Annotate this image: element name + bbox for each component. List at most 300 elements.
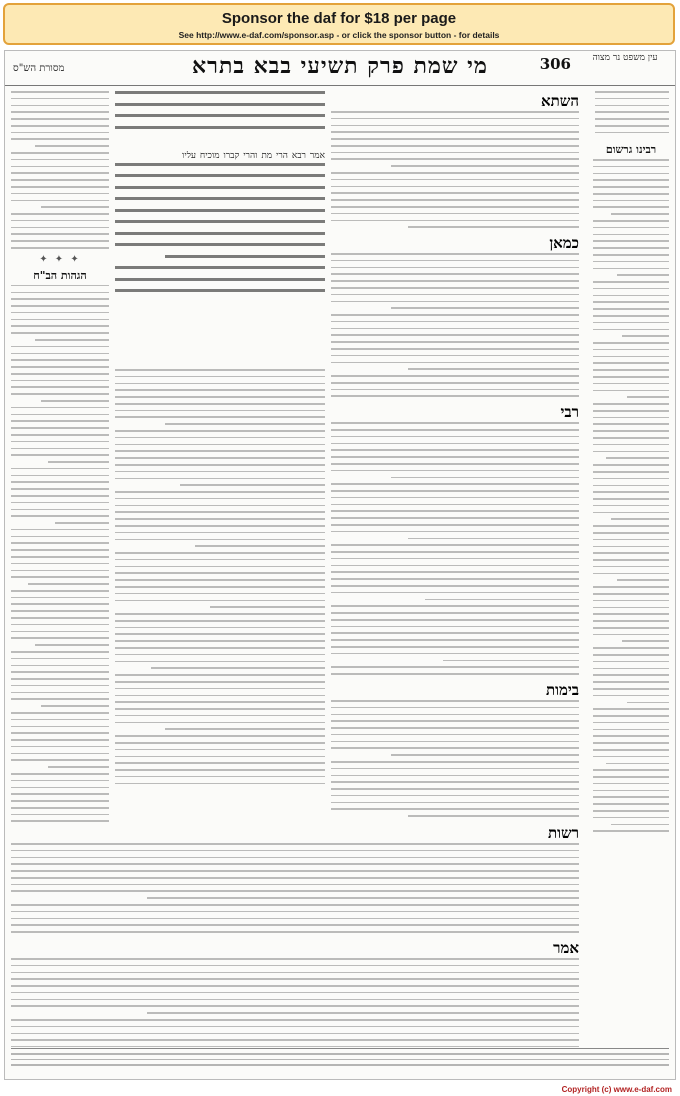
text-line [11, 118, 109, 120]
text-line [48, 461, 109, 463]
text-line [593, 186, 669, 188]
text-line [11, 877, 579, 879]
text-line [593, 803, 669, 805]
text-line [11, 651, 109, 653]
text-line [593, 525, 669, 527]
text-line [115, 505, 325, 507]
text-line [331, 524, 579, 526]
text-line [11, 746, 109, 748]
text-line [593, 485, 669, 487]
talmud-page [4, 50, 676, 1080]
text-line [115, 369, 325, 371]
text-line [593, 288, 669, 290]
text-line [11, 172, 109, 174]
text-line [11, 353, 109, 355]
text-line [115, 478, 325, 480]
text-line [593, 681, 669, 683]
text-line [115, 708, 325, 710]
footnote-lines [11, 1053, 669, 1066]
text-line [593, 247, 669, 249]
text-line [593, 729, 669, 731]
text-line [593, 566, 669, 568]
text-line [331, 436, 579, 438]
text-line [115, 430, 325, 432]
text-line [115, 416, 325, 418]
text-line [115, 633, 325, 635]
text-line [593, 552, 669, 554]
text-line [331, 375, 579, 377]
text-line [331, 551, 579, 553]
text-line [11, 502, 109, 504]
text-line [11, 475, 109, 477]
text-line [195, 545, 325, 547]
text-line [11, 918, 579, 920]
text-line [11, 91, 109, 93]
text-line [331, 199, 579, 201]
text-line [331, 179, 579, 181]
text-line [11, 576, 109, 578]
text-line [11, 570, 109, 572]
text-line [331, 429, 579, 431]
text-line [11, 739, 109, 741]
text-line [593, 735, 669, 737]
gemara-column [115, 151, 325, 361]
text-line [11, 179, 109, 181]
text-line [115, 525, 325, 527]
text-line [11, 305, 109, 307]
sponsor-banner-subtitle[interactable]: See http://www.e-daf.com/sponsor.asp - or click the sponsor button - for details [178, 30, 500, 40]
dibur-hamatchil-4: בימות [545, 680, 579, 699]
text-line [11, 319, 109, 321]
text-line [11, 325, 109, 327]
footnote-area [11, 1048, 669, 1075]
bottom-heading-1 [11, 823, 579, 843]
text-line [115, 232, 325, 235]
text-line [593, 437, 669, 439]
text-line [11, 698, 109, 700]
text-line [115, 289, 325, 292]
sponsor-banner-title[interactable]: Sponsor the daf for $18 per page [221, 10, 457, 27]
copyright-link[interactable]: Copyright (c) www.e-daf.com [561, 1085, 672, 1094]
text-line [115, 403, 325, 405]
text-line [593, 688, 669, 690]
text-line [11, 98, 109, 100]
text-line [622, 335, 669, 337]
ein-mishpat-column [595, 91, 669, 135]
gemara-opening-text: אמר רבא הרי מת והרי קברו מוכיח עליו [182, 151, 325, 161]
text-line [593, 817, 669, 819]
text-line [617, 579, 669, 581]
text-line [331, 362, 579, 364]
text-line [11, 373, 109, 375]
text-line [331, 727, 579, 729]
text-line [593, 586, 669, 588]
text-line [11, 807, 109, 809]
text-line [331, 253, 579, 255]
text-line [115, 701, 325, 703]
text-line [115, 559, 325, 561]
text-line [115, 444, 325, 446]
text-line [627, 702, 669, 704]
text-line [11, 509, 109, 511]
text-line [115, 518, 325, 520]
bottom-heading-2 [11, 938, 579, 958]
text-line [35, 339, 109, 341]
text-line [593, 444, 669, 446]
bottom-commentary [11, 823, 579, 1047]
text-line [11, 454, 109, 456]
text-line [593, 342, 669, 344]
text-line [331, 768, 579, 770]
text-line [11, 420, 109, 422]
text-line [11, 820, 109, 822]
section-ornament: ✦ ✦ ✦ [39, 253, 81, 265]
text-line [115, 769, 325, 771]
text-line [593, 539, 669, 541]
text-line [11, 549, 109, 551]
text-line [11, 665, 109, 667]
text-line [11, 298, 109, 300]
text-line [611, 824, 669, 826]
text-line [593, 322, 669, 324]
text-line [331, 348, 579, 350]
text-line [331, 700, 579, 702]
text-line [331, 172, 579, 174]
masoret-hashas-heading: מסורת הש"ס [13, 63, 65, 74]
text-line [331, 294, 579, 296]
text-line [11, 495, 109, 497]
text-line [115, 715, 325, 717]
text-line [115, 278, 325, 281]
text-line [147, 897, 579, 899]
text-line [115, 640, 325, 642]
text-line [11, 617, 109, 619]
text-line [11, 692, 109, 694]
text-line [331, 531, 579, 533]
text-line [115, 627, 325, 629]
text-line [11, 985, 579, 987]
text-line [115, 647, 325, 649]
text-line [593, 600, 669, 602]
text-line [11, 186, 109, 188]
text-line [331, 571, 579, 573]
text-line [11, 138, 109, 140]
text-line [11, 1046, 579, 1047]
text-line [11, 610, 109, 612]
text-line [331, 260, 579, 262]
text-line [35, 145, 109, 147]
hagahot-habach-text [11, 285, 109, 822]
text-line [115, 464, 325, 466]
text-line [115, 471, 325, 473]
text-line [593, 810, 669, 812]
text-line [593, 254, 669, 256]
rabbeinu-gershom-column [593, 143, 669, 909]
text-line [115, 579, 325, 581]
dibur-hamatchil-6: אמר [553, 938, 579, 957]
text-line [331, 558, 579, 560]
text-line [593, 349, 669, 351]
sponsor-banner[interactable] [3, 3, 675, 45]
text-line [11, 536, 109, 538]
text-line [593, 498, 669, 500]
text-line [11, 904, 579, 906]
main-heading-3 [331, 402, 579, 422]
text-line [210, 606, 326, 608]
text-line [391, 307, 579, 309]
text-line [593, 206, 669, 208]
text-line [331, 158, 579, 160]
text-line [331, 619, 579, 621]
text-line [11, 125, 109, 127]
text-line [11, 312, 109, 314]
text-line [11, 631, 109, 633]
text-line [115, 620, 325, 622]
text-line [331, 707, 579, 709]
text-line [593, 179, 669, 181]
text-line [331, 497, 579, 499]
dibur-hamatchil-1: השתא [540, 92, 579, 110]
text-line [115, 532, 325, 534]
text-line [331, 626, 579, 628]
bottom-text-1 [11, 843, 579, 933]
text-line [593, 661, 669, 663]
text-line [331, 456, 579, 458]
text-line [331, 422, 579, 424]
text-line [41, 400, 109, 402]
text-line [11, 481, 109, 483]
text-line [331, 328, 579, 330]
rabbeinu-gershom-text [593, 159, 669, 832]
text-line [147, 1012, 579, 1014]
text-line [11, 787, 109, 789]
text-line [115, 389, 325, 391]
text-line [165, 423, 325, 425]
text-line [11, 542, 109, 544]
text-line [115, 695, 325, 697]
text-line [11, 624, 109, 626]
text-line [115, 572, 325, 574]
text-line [11, 603, 109, 605]
text-line [408, 538, 579, 540]
masoret-text [11, 91, 109, 249]
text-line [331, 463, 579, 465]
text-line [331, 802, 579, 804]
text-line [331, 111, 579, 113]
text-line [11, 359, 109, 361]
text-line [11, 233, 109, 235]
page-header [5, 51, 675, 86]
text-line [331, 334, 579, 336]
text-line [331, 775, 579, 777]
text-line [331, 544, 579, 546]
text-line [11, 793, 109, 795]
text-line [11, 992, 579, 994]
text-line [331, 592, 579, 594]
main-heading-4 [331, 680, 579, 700]
text-line [443, 660, 579, 662]
text-line [593, 769, 669, 771]
text-line [593, 315, 669, 317]
text-line [11, 427, 109, 429]
text-line [11, 166, 109, 168]
text-line [11, 972, 579, 974]
text-line [593, 830, 669, 832]
hagahot-habach-label: הגהות הב"ח [33, 268, 87, 282]
text-line [331, 788, 579, 790]
text-line [11, 1005, 579, 1007]
text-line [593, 708, 669, 710]
text-line [593, 220, 669, 222]
text-line [11, 759, 109, 761]
text-line [331, 741, 579, 743]
text-line [115, 457, 325, 459]
text-line [11, 407, 109, 409]
text-line [593, 329, 669, 331]
text-line [593, 362, 669, 364]
text-line [11, 468, 109, 470]
text-line [11, 346, 109, 348]
text-line [593, 654, 669, 656]
bottom-text-2 [11, 958, 579, 1047]
text-line [606, 457, 669, 459]
text-line [115, 552, 325, 554]
text-line [331, 206, 579, 208]
text-line [11, 386, 109, 388]
text-line [115, 566, 325, 568]
text-line [165, 255, 325, 258]
text-line [11, 884, 579, 886]
text-line [593, 159, 669, 161]
text-line [41, 206, 109, 208]
text-line [331, 470, 579, 472]
text-line [115, 209, 325, 212]
text-line [593, 240, 669, 242]
text-line [331, 653, 579, 655]
text-line [331, 585, 579, 587]
text-line [115, 783, 325, 785]
text-line [11, 780, 109, 782]
text-line [331, 734, 579, 736]
text-line [115, 742, 325, 744]
text-line [593, 301, 669, 303]
text-line [593, 505, 669, 507]
text-line [115, 396, 325, 398]
text-line [11, 556, 109, 558]
text-line [593, 573, 669, 575]
text-line [11, 152, 109, 154]
text-line [593, 749, 669, 751]
text-line [11, 719, 109, 721]
dibur-hamatchil-5: רשות [548, 824, 579, 842]
text-line [115, 498, 325, 500]
text-line [11, 999, 579, 1001]
text-line [11, 488, 109, 490]
rashbam-column [331, 91, 579, 819]
page-title: מי שמת פרק תשיעי בבא בתרא [192, 53, 488, 79]
text-line [331, 517, 579, 519]
text-line [331, 714, 579, 716]
text-line [11, 597, 109, 599]
text-line [606, 763, 669, 765]
text-line [593, 634, 669, 636]
text-line [11, 441, 109, 443]
text-line [11, 850, 579, 852]
text-line [331, 666, 579, 668]
text-line [11, 434, 109, 436]
text-line [331, 341, 579, 343]
text-line [55, 522, 109, 524]
text-line [593, 410, 669, 412]
text-line [331, 186, 579, 188]
text-line [115, 688, 325, 690]
text-line [115, 661, 325, 663]
text-line [11, 678, 109, 680]
text-line [331, 280, 579, 282]
dibur-hamatchil-2: כמאן [549, 234, 579, 253]
text-line [331, 612, 579, 614]
main-heading-2 [331, 233, 579, 253]
text-line [331, 761, 579, 763]
text-line [11, 159, 109, 161]
text-line [331, 192, 579, 194]
text-line [115, 749, 325, 751]
text-line [331, 639, 579, 641]
text-line [11, 1039, 579, 1041]
text-line [11, 800, 109, 802]
text-line [617, 274, 669, 276]
text-line [593, 546, 669, 548]
text-line [331, 145, 579, 147]
text-line [331, 781, 579, 783]
text-line [331, 632, 579, 634]
text-line [115, 735, 325, 737]
text-line [11, 726, 109, 728]
text-line [331, 720, 579, 722]
text-line [11, 111, 109, 113]
text-line [593, 607, 669, 609]
text-line [11, 843, 579, 845]
text-line [331, 673, 579, 675]
text-line [11, 857, 579, 859]
text-line [331, 220, 579, 222]
text-line [331, 382, 579, 384]
masoret-column [11, 91, 109, 909]
text-line [593, 464, 669, 466]
text-line [11, 563, 109, 565]
text-line [331, 510, 579, 512]
text-line [115, 266, 325, 269]
text-line [593, 417, 669, 419]
text-line [622, 640, 669, 642]
text-line [331, 321, 579, 323]
text-line [331, 131, 579, 133]
text-line [331, 314, 579, 316]
text-line [11, 1033, 579, 1035]
text-line [11, 292, 109, 294]
text-line [391, 477, 579, 479]
text-line [48, 766, 109, 768]
text-line [28, 583, 109, 585]
text-line [593, 471, 669, 473]
text-line [331, 301, 579, 303]
text-line [115, 410, 325, 412]
text-line [593, 430, 669, 432]
rabbeinu-gershom-label: רבינו גרשום [605, 143, 657, 156]
text-line [115, 756, 325, 758]
text-line [115, 613, 325, 615]
text-line [115, 654, 325, 656]
